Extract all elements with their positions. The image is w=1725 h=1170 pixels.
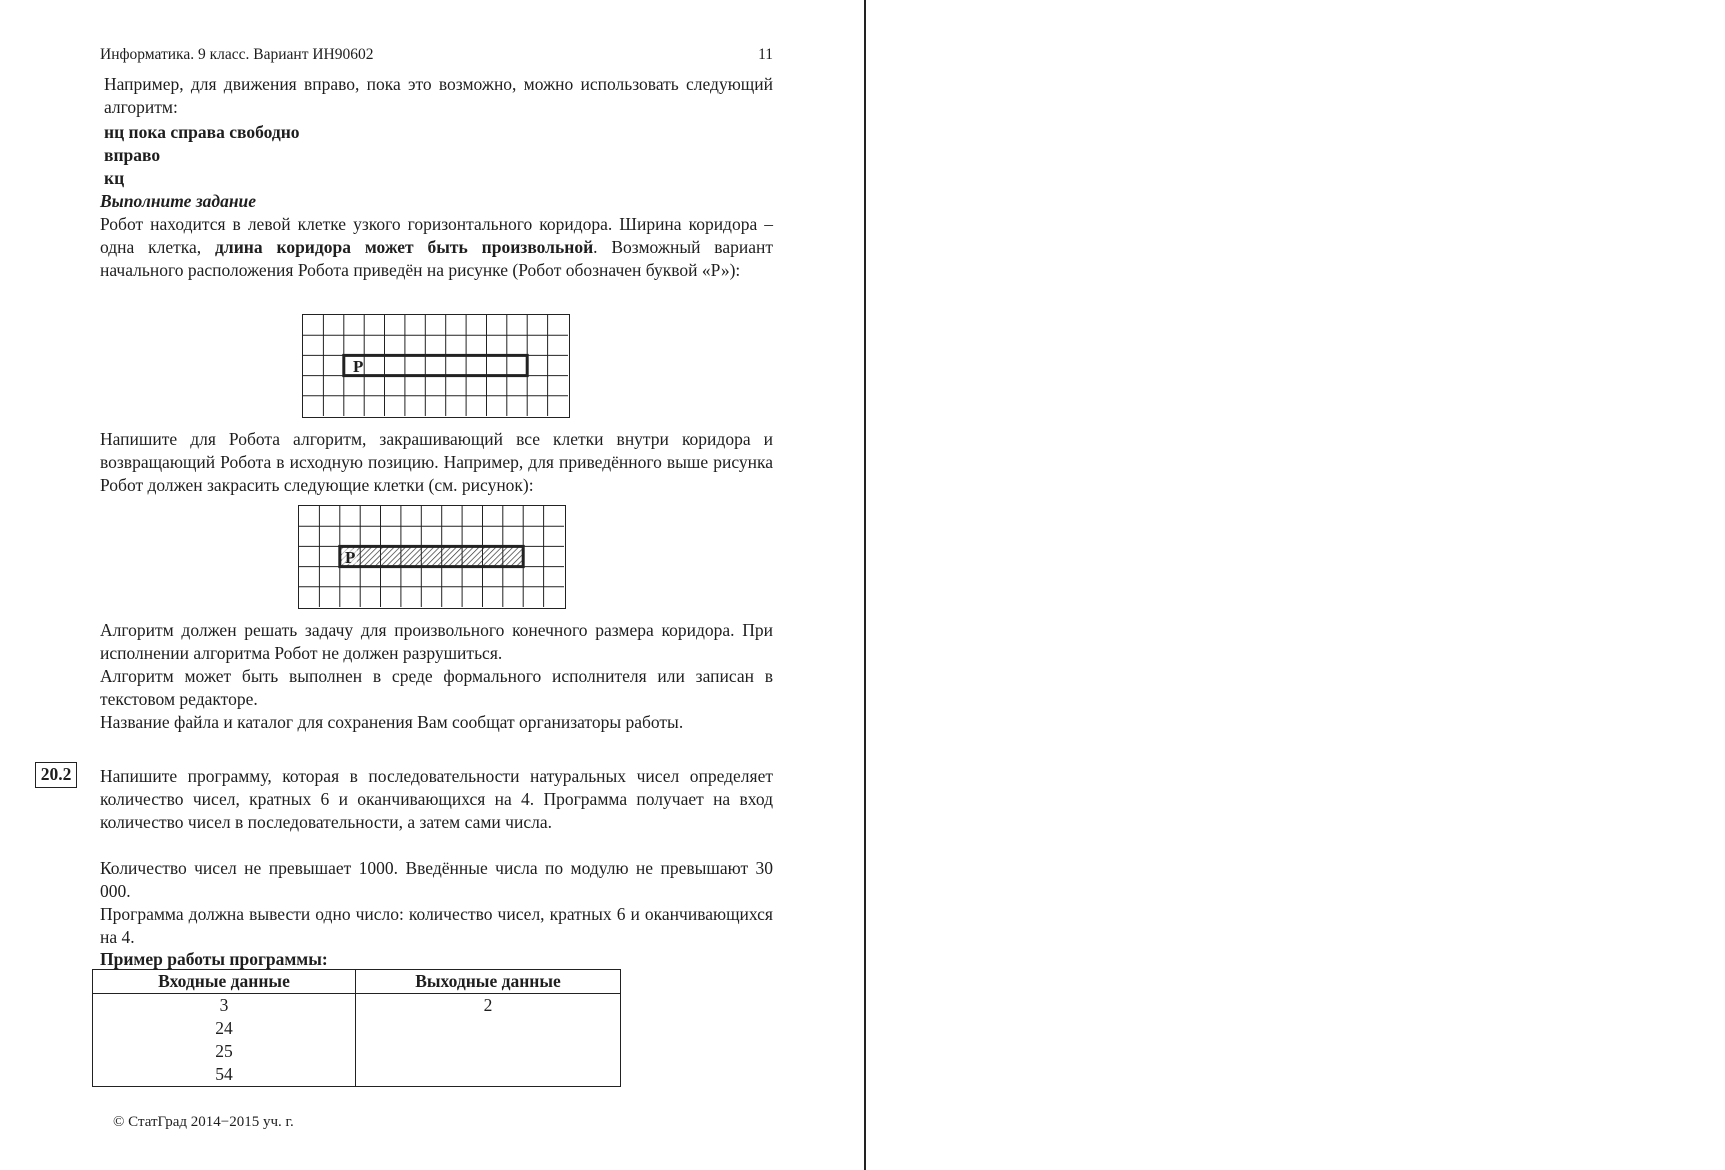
instruction-paragraph: Напишите для Робота алгоритм, закрашивающий все клетки внутри коридора и возвращающий Робота в исходную позицию. Например, для приведённого выше рисунка Робот должен закрасить следующие клетки (см. рисунок): bbox=[100, 429, 773, 495]
page-divider bbox=[864, 0, 866, 1170]
task-paragraph bbox=[100, 213, 773, 282]
task-number-box: 20.2 bbox=[35, 762, 77, 788]
header-title: Информатика. 9 класс. Вариант ИН90602 bbox=[100, 46, 374, 63]
input-cell: 25 bbox=[93, 1040, 356, 1063]
output-cell bbox=[356, 1063, 621, 1087]
task-text-after: . Возможный вариант начального расположения Робота приведён на рисунке (Робот обозначен буквой «Р»): bbox=[100, 237, 773, 280]
code-line-1: нц пока справа свободно bbox=[104, 122, 300, 142]
paragraph-file-save: Название файла и каталог для сохранения Вам сообщат организаторы работы. bbox=[100, 712, 684, 732]
robot-marker: Р bbox=[353, 357, 364, 376]
table-row bbox=[93, 1040, 621, 1063]
grid-figure-painted bbox=[299, 506, 564, 607]
robot-grid-initial bbox=[302, 314, 570, 418]
column-header-output: Выходные данные bbox=[356, 970, 621, 994]
task-text-before: Робот находится в левой клетке узкого горизонтального коридора. Ширина коридора – одна клетка, bbox=[100, 214, 773, 257]
task2-paragraph-3: Программа должна вывести одно число: количество чисел, кратных 6 и оканчивающихся на 4. bbox=[100, 904, 773, 947]
grid-figure-initial bbox=[303, 315, 568, 416]
robot-marker: Р bbox=[345, 548, 356, 567]
output-cell bbox=[356, 1040, 621, 1063]
table-header-row bbox=[93, 970, 621, 994]
corridor-outline bbox=[344, 355, 527, 375]
column-header-input: Входные данные bbox=[93, 970, 356, 994]
paragraph-execution-environment: Алгоритм может быть выполнен в среде формального исполнителя или записан в текстовом редакторе. bbox=[100, 666, 773, 709]
input-cell: 24 bbox=[93, 1017, 356, 1040]
task-heading: Выполните задание bbox=[100, 191, 257, 211]
intro-paragraph: Например, для движения вправо, пока это возможно, можно использовать следующий алгоритм: bbox=[104, 74, 773, 117]
table-row bbox=[93, 994, 621, 1018]
table-row bbox=[93, 1017, 621, 1040]
table-row bbox=[93, 1063, 621, 1087]
robot-grid-painted bbox=[298, 505, 566, 609]
example-heading: Пример работы программы: bbox=[100, 949, 328, 969]
task2-paragraph-2: Количество чисел не превышает 1000. Введённые числа по модулю не превышают 30 000. bbox=[100, 858, 773, 901]
page-header bbox=[100, 46, 773, 70]
output-cell: 2 bbox=[356, 994, 621, 1018]
paragraph-algorithm-requirements: Алгоритм должен решать задачу для произвольного конечного размера коридора. При исполнении алгоритма Робот не должен разрушиться. bbox=[100, 620, 773, 663]
task-text-bold: длина коридора может быть произвольной bbox=[215, 237, 594, 257]
code-line-3: кц bbox=[104, 168, 125, 188]
output-cell bbox=[356, 1017, 621, 1040]
code-line-2: вправо bbox=[104, 145, 161, 165]
page-number: 11 bbox=[758, 46, 773, 63]
example-table bbox=[92, 969, 621, 1087]
page-footer: © СтатГрад 2014−2015 уч. г. bbox=[113, 1114, 294, 1130]
input-cell: 54 bbox=[93, 1063, 356, 1087]
task2-paragraph-1: Напишите программу, которая в последовательности натуральных чисел определяет количество чисел, кратных 6 и оканчивающихся на 4. Программа получает на вход количество чисел в последовательности, а затем сами числа. bbox=[100, 766, 773, 832]
painted-cells bbox=[340, 546, 523, 566]
input-cell: 3 bbox=[93, 994, 356, 1018]
